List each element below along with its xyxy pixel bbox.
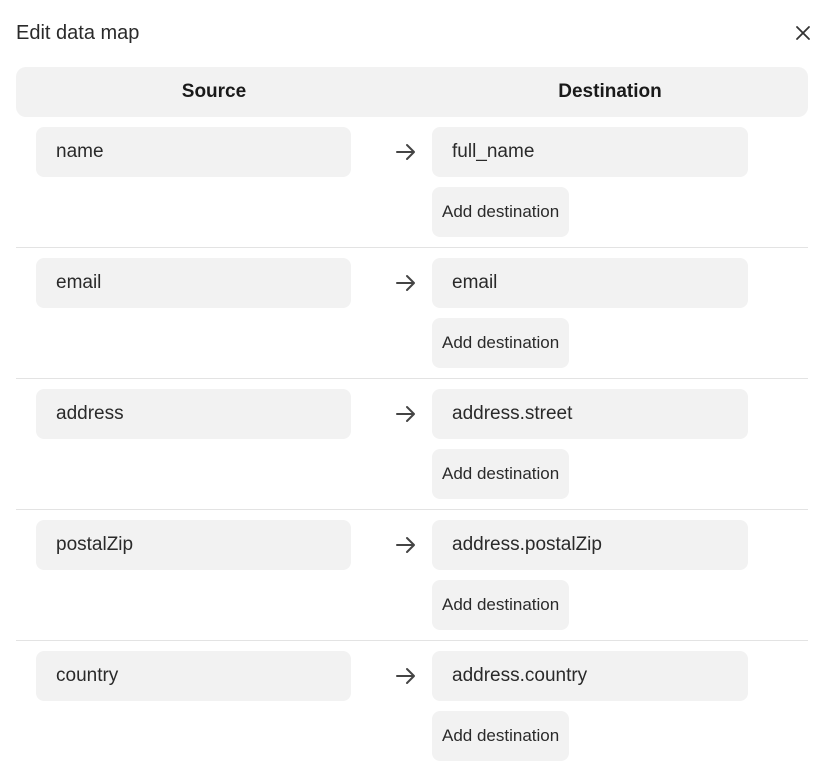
source-field[interactable]: country: [36, 651, 351, 701]
destination-field[interactable]: address.country: [432, 651, 748, 701]
arrow-right-icon: [394, 664, 418, 688]
destination-column-header: Destination: [558, 81, 662, 102]
source-field[interactable]: address: [36, 389, 351, 439]
destination-field[interactable]: address.postalZip: [432, 520, 748, 570]
add-destination-button[interactable]: Add destination: [432, 449, 569, 499]
add-destination-button[interactable]: Add destination: [432, 187, 569, 237]
close-icon: [795, 25, 811, 41]
destination-field[interactable]: address.street: [432, 389, 748, 439]
mapping-row: [16, 379, 808, 510]
mapping-row: [16, 510, 808, 641]
add-destination-button[interactable]: Add destination: [432, 318, 569, 368]
source-column-header: Source: [181, 81, 247, 102]
add-destination-button[interactable]: Add destination: [432, 580, 569, 630]
arrow-right-icon: [394, 533, 418, 557]
destination-field[interactable]: email: [432, 258, 748, 308]
mapping-row: [16, 117, 808, 248]
mapping-rows: [16, 117, 808, 770]
arrow-right-icon: [394, 402, 418, 426]
destination-field[interactable]: full_name: [432, 127, 748, 177]
close-button[interactable]: [790, 20, 816, 46]
source-field[interactable]: name: [36, 127, 351, 177]
mapping-table-header: [16, 67, 808, 117]
mapping-row: [16, 248, 808, 379]
dialog-title: Edit data map: [16, 22, 140, 44]
source-field[interactable]: postalZip: [36, 520, 351, 570]
arrow-right-icon: [394, 140, 418, 164]
mapping-row: [16, 641, 808, 770]
source-field[interactable]: email: [36, 258, 351, 308]
arrow-right-icon: [394, 271, 418, 295]
add-destination-button[interactable]: Add destination: [432, 711, 569, 761]
